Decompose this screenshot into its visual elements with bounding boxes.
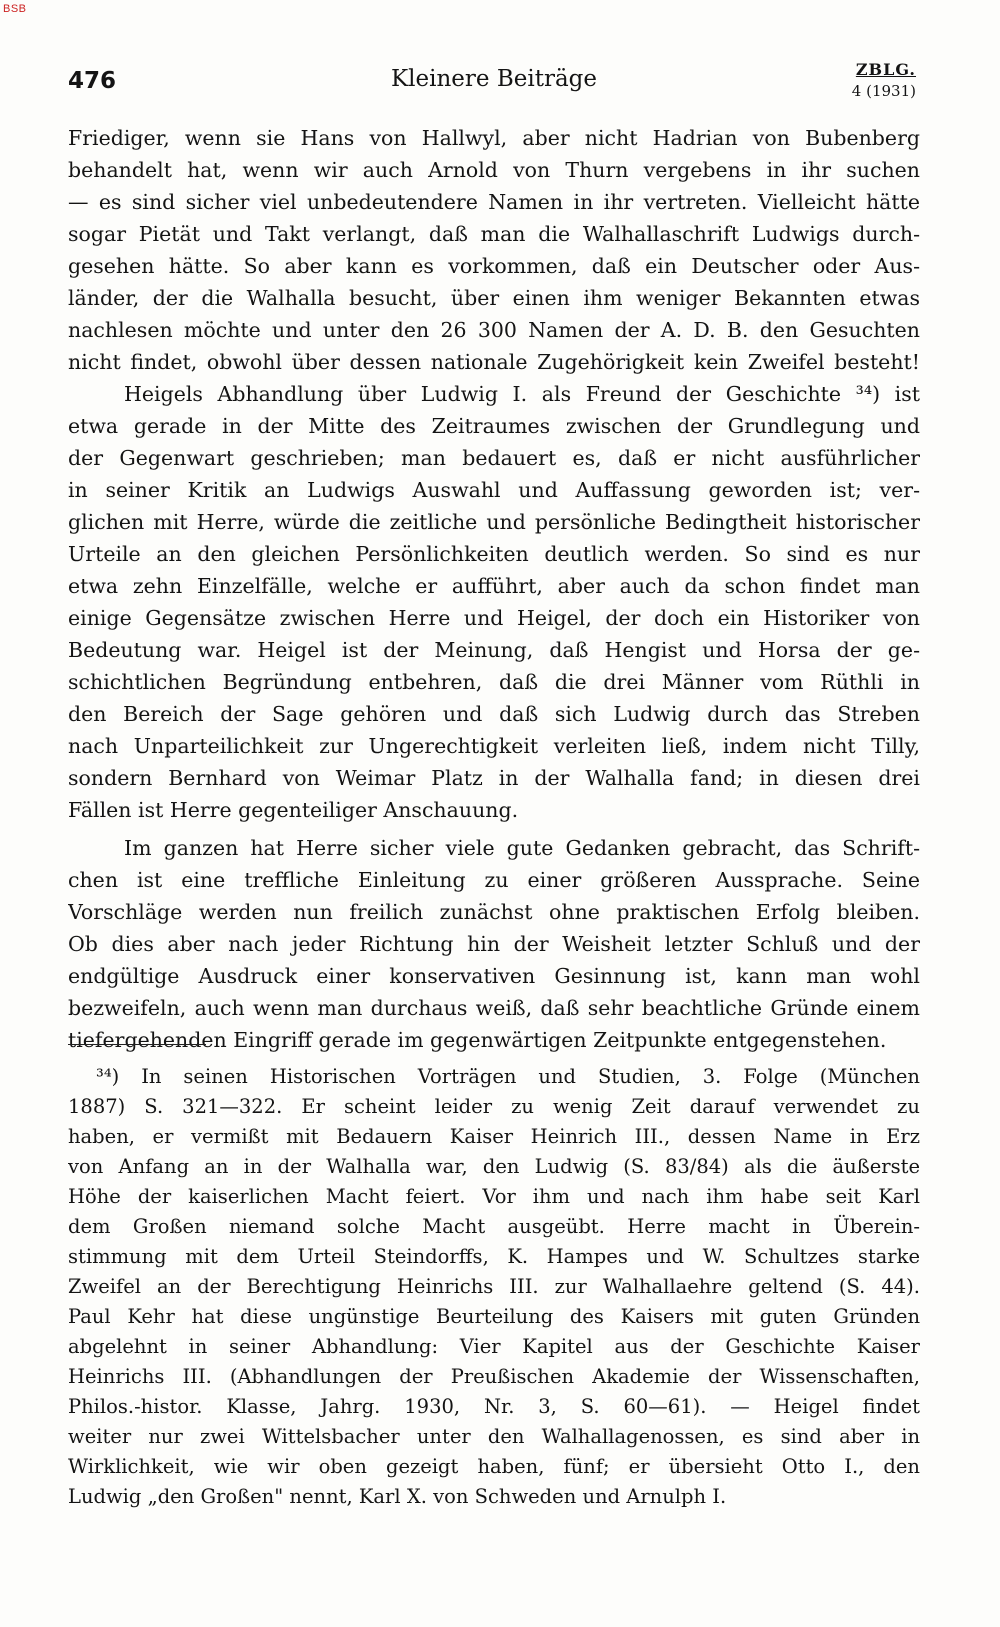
- page-number: 476: [68, 68, 117, 94]
- text-line: glichen mit Herre, würde die zeitliche und persönliche Bedingtheit historischer: [68, 510, 920, 534]
- footnote-line: weiter nur zwei Wittelsbacher unter den Walhallagenossen, es sind aber in: [68, 1425, 920, 1448]
- text-line: Friediger, wenn sie Hans von Hallwyl, aber nicht Hadrian von Bubenberg: [68, 126, 920, 150]
- text-line: Im ganzen hat Herre sicher viele gute Gedanken gebracht, das Schrift-: [124, 836, 920, 860]
- footnote-line: von Anfang an in der Walhalla war, den Ludwig (S. 83/84) als die äußerste: [68, 1155, 920, 1178]
- text-line: — es sind sicher viel unbedeutendere Namen in ihr vertreten. Vielleicht hätte: [68, 190, 920, 214]
- footnote-separator: [68, 1044, 206, 1045]
- text-line: sondern Bernhard von Weimar Platz in der Walhalla fand; in diesen drei: [68, 766, 920, 790]
- footnote-line: Wirklichkeit, wie wir oben gezeigt haben, fünf; er übersieht Otto I., den: [68, 1455, 920, 1478]
- text-line: Ob dies aber nach jeder Richtung hin der Weisheit letzter Schluß und der: [68, 932, 920, 956]
- text-line: einige Gegensätze zwischen Herre und Heigel, der doch ein Historiker von: [68, 606, 920, 630]
- text-line: nicht findet, obwohl über dessen nationale Zugehörigkeit kein Zweifel besteht!: [68, 350, 920, 374]
- footnote-line: ³⁴) In seinen Historischen Vorträgen und Studien, 3. Folge (München: [96, 1065, 920, 1088]
- journal-volume: 4 (1931): [851, 82, 916, 100]
- footnote-line: Zweifel an der Berechtigung Heinrichs III. zur Walhallaehre geltend (S. 44).: [68, 1275, 920, 1298]
- text-line: gesehen hätte. So aber kann es vorkommen, daß ein Deutscher oder Aus-: [68, 254, 920, 278]
- text-line: nach Unparteilichkeit zur Ungerechtigkeit verleiten ließ, indem nicht Tilly,: [68, 734, 920, 758]
- footnote-line: 1887) S. 321—322. Er scheint leider zu wenig Zeit darauf verwendet zu: [68, 1095, 920, 1118]
- library-stamp: BSB: [3, 3, 27, 15]
- text-line: Urteile an den gleichen Persönlichkeiten deutlich werden. So sind es nur: [68, 542, 920, 566]
- text-line: Vorschläge werden nun freilich zunächst ohne praktischen Erfolg bleiben.: [68, 900, 920, 924]
- text-line: bezweifeln, auch wenn man durchaus weiß, daß sehr beachtliche Gründe einem: [68, 996, 920, 1020]
- footnote-line: dem Großen niemand solche Macht ausgeübt. Herre macht in Überein-: [68, 1215, 920, 1238]
- text-line: etwa zehn Einzelfälle, welche er aufführt, aber auch da schon findet man: [68, 574, 920, 598]
- text-line: Heigels Abhandlung über Ludwig I. als Freund der Geschichte ³⁴) ist: [124, 382, 920, 406]
- footnote-line: stimmung mit dem Urteil Steindorffs, K. Hampes und W. Schultzes starke: [68, 1245, 920, 1268]
- footnote-line: Heinrichs III. (Abhandlungen der Preußischen Akademie der Wissenschaften,: [68, 1365, 920, 1388]
- footnote-line: haben, er vermißt mit Bedauern Kaiser Heinrich III., dessen Name in Erz: [68, 1125, 920, 1148]
- page-header: [68, 60, 920, 106]
- text-line: Fällen ist Herre gegenteiliger Anschauung.: [68, 798, 519, 822]
- text-line: schichtlichen Begründung entbehren, daß die drei Männer vom Rüthli in: [68, 670, 920, 694]
- footnote-line: Philos.-histor. Klasse, Jahrg. 1930, Nr. 3, S. 60—61). — Heigel findet: [68, 1395, 920, 1418]
- text-line: behandelt hat, wenn wir auch Arnold von Thurn vergebens in ihr suchen: [68, 158, 920, 182]
- journal-abbreviation: ZBLG.: [855, 60, 916, 79]
- text-line: sogar Pietät und Takt verlangt, daß man die Walhallaschrift Ludwigs durch-: [68, 222, 920, 246]
- running-title: Kleinere Beiträge: [390, 66, 597, 92]
- footnote-line: Höhe der kaiserlichen Macht feiert. Vor ihm und nach ihm habe seit Karl: [68, 1185, 920, 1208]
- text-line: in seiner Kritik an Ludwigs Auswahl und Auffassung geworden ist; ver-: [68, 478, 920, 502]
- text-line: Bedeutung war. Heigel ist der Meinung, daß Hengist und Horsa der ge-: [68, 638, 920, 662]
- text-line: länder, der die Walhalla besucht, über einen ihm weniger Bekannten etwas: [68, 286, 920, 310]
- text-line: den Bereich der Sage gehören und daß sich Ludwig durch das Streben: [68, 702, 920, 726]
- text-line: der Gegenwart geschrieben; man bedauert es, daß er nicht ausführlicher: [68, 446, 920, 470]
- footnote-line: Paul Kehr hat diese ungünstige Beurteilung des Kaisers mit guten Gründen: [68, 1305, 920, 1328]
- footnote-line: Ludwig „den Großen" nennt, Karl X. von Schweden und Arnulph I.: [68, 1485, 727, 1508]
- text-line: etwa gerade in der Mitte des Zeitraumes zwischen der Grundlegung und: [68, 414, 920, 438]
- text-line: tiefergehenden Eingriff gerade im gegenwärtigen Zeitpunkte entgegenstehen.: [68, 1028, 887, 1052]
- text-line: chen ist eine treffliche Einleitung zu einer größeren Aussprache. Seine: [68, 868, 920, 892]
- footnote-34: [68, 1062, 920, 1512]
- footnote-line: abgelehnt in seiner Abhandlung: Vier Kapitel aus der Geschichte Kaiser: [68, 1335, 920, 1358]
- text-line: endgültige Ausdruck einer konservativen Gesinnung ist, kann man wohl: [68, 964, 920, 988]
- main-text: [68, 122, 920, 1056]
- text-line: nachlesen möchte und unter den 26 300 Namen der A. D. B. den Gesuchten: [68, 318, 920, 342]
